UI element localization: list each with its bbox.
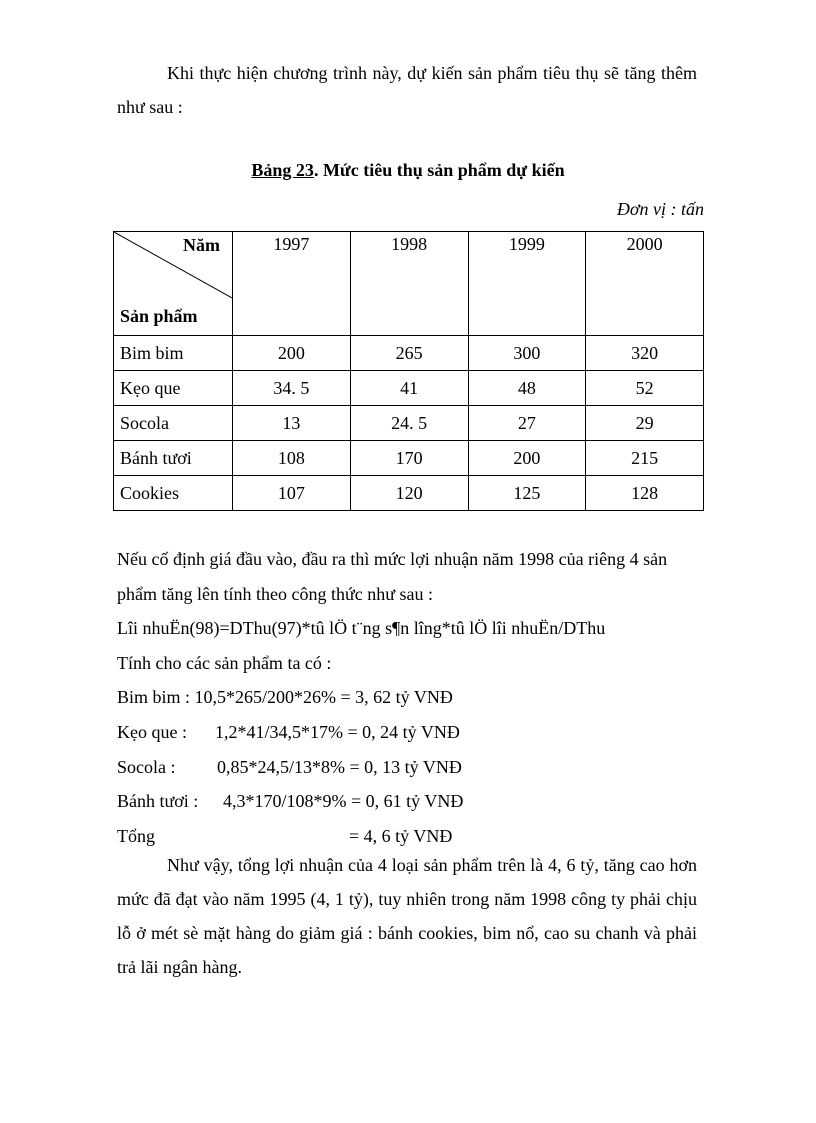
calc-formula: = 4, 6 tỷ VNĐ xyxy=(349,825,453,846)
table-title: . Mức tiêu thụ sản phẩm dự kiến xyxy=(313,160,565,180)
table-cell: 215 xyxy=(586,441,704,476)
product-name: Bánh tươi xyxy=(114,441,233,476)
table-cell: 27 xyxy=(468,406,586,441)
unit-label: Đơn vị : tấn xyxy=(616,199,704,219)
year-header: 1998 xyxy=(350,232,468,336)
table-number: Bảng 23 xyxy=(251,160,314,180)
table-caption xyxy=(0,160,816,181)
product-name: Cookies xyxy=(114,476,233,511)
table-cell: 120 xyxy=(350,476,468,511)
conclusion-paragraph: Như vậy, tổng lợi nhuận của 4 loại sản phẩm trên là 4, 6 tỷ, tăng cao hơn mức đã đạt vào năm 1995 (4, 1 tỷ), tuy nhiên trong năm 1998 công ty phải chịu lỗ ở mét sè mặt hàng do giảm giá : bánh cookies, bim nổ, cao su chanh và phải trả lãi ngân hàng. xyxy=(117,855,697,977)
calc-line xyxy=(117,750,702,785)
product-name: Bim bim xyxy=(114,336,233,371)
calc-label: Bánh tươi : xyxy=(117,791,199,812)
calc-label: Bim bim : xyxy=(117,687,195,708)
product-name: Socola xyxy=(114,406,233,441)
calc-line xyxy=(117,784,702,819)
year-header: 1997 xyxy=(233,232,351,336)
table-row xyxy=(114,476,704,511)
calc-label: Kẹo que : xyxy=(117,721,187,742)
table-cell: 29 xyxy=(586,406,704,441)
table-cell: 128 xyxy=(586,476,704,511)
table-cell: 265 xyxy=(350,336,468,371)
calc-formula: 1,2*41/34,5*17% = 0, 24 tỷ VNĐ xyxy=(215,721,460,742)
table-cell: 300 xyxy=(468,336,586,371)
corner-cell xyxy=(114,232,233,336)
year-header: 1999 xyxy=(468,232,586,336)
body-line: Tính cho các sản phẩm ta có : xyxy=(117,652,332,673)
table-cell: 107 xyxy=(233,476,351,511)
table-cell: 52 xyxy=(586,371,704,406)
consumption-table xyxy=(113,231,704,511)
calc-label: Tổng xyxy=(117,825,155,846)
table-cell: 170 xyxy=(350,441,468,476)
year-header: 2000 xyxy=(586,232,704,336)
product-name: Kẹo que xyxy=(114,371,233,406)
table-cell: 13 xyxy=(233,406,351,441)
table-cell: 24. 5 xyxy=(350,406,468,441)
intro-paragraph: Khi thực hiện chương trình này, dự kiến sản phẩm tiêu thụ sẽ tăng thêm như sau : xyxy=(117,63,697,117)
formula-line: Lîi nhuËn(98)=DThu(97)*tû lÖ t¨ng s¶n lîng*tû lÖ lîi nhuËn/DThu xyxy=(117,618,606,639)
table-row xyxy=(114,371,704,406)
corner-product-label: Sản phẩm xyxy=(120,306,198,326)
table-header-row xyxy=(114,232,704,336)
table-row xyxy=(114,406,704,441)
table-cell: 108 xyxy=(233,441,351,476)
table-row xyxy=(114,336,704,371)
body-line: phẩm tăng lên tính theo công thức như sau : xyxy=(117,583,433,604)
calc-formula: 4,3*170/108*9% = 0, 61 tỷ VNĐ xyxy=(223,791,464,812)
table-cell: 41 xyxy=(350,371,468,406)
calc-label: Socola : xyxy=(117,756,176,777)
table-cell: 200 xyxy=(468,441,586,476)
calc-formula: 0,85*24,5/13*8% = 0, 13 tỷ VNĐ xyxy=(217,756,462,777)
body-line: Nếu cố định giá đầu vào, đầu ra thì mức lợi nhuận năm 1998 của riêng 4 sản xyxy=(117,549,668,569)
table-cell: 200 xyxy=(233,336,351,371)
profit-section xyxy=(117,542,702,853)
table-cell: 320 xyxy=(586,336,704,371)
calc-formula: 10,5*265/200*26% = 3, 62 tỷ VNĐ xyxy=(194,687,453,708)
corner-year-label: Năm xyxy=(183,235,220,255)
calc-line xyxy=(117,715,702,750)
table-row xyxy=(114,441,704,476)
calc-line xyxy=(117,680,702,715)
table-cell: 125 xyxy=(468,476,586,511)
table-cell: 34. 5 xyxy=(233,371,351,406)
table-cell: 48 xyxy=(468,371,586,406)
